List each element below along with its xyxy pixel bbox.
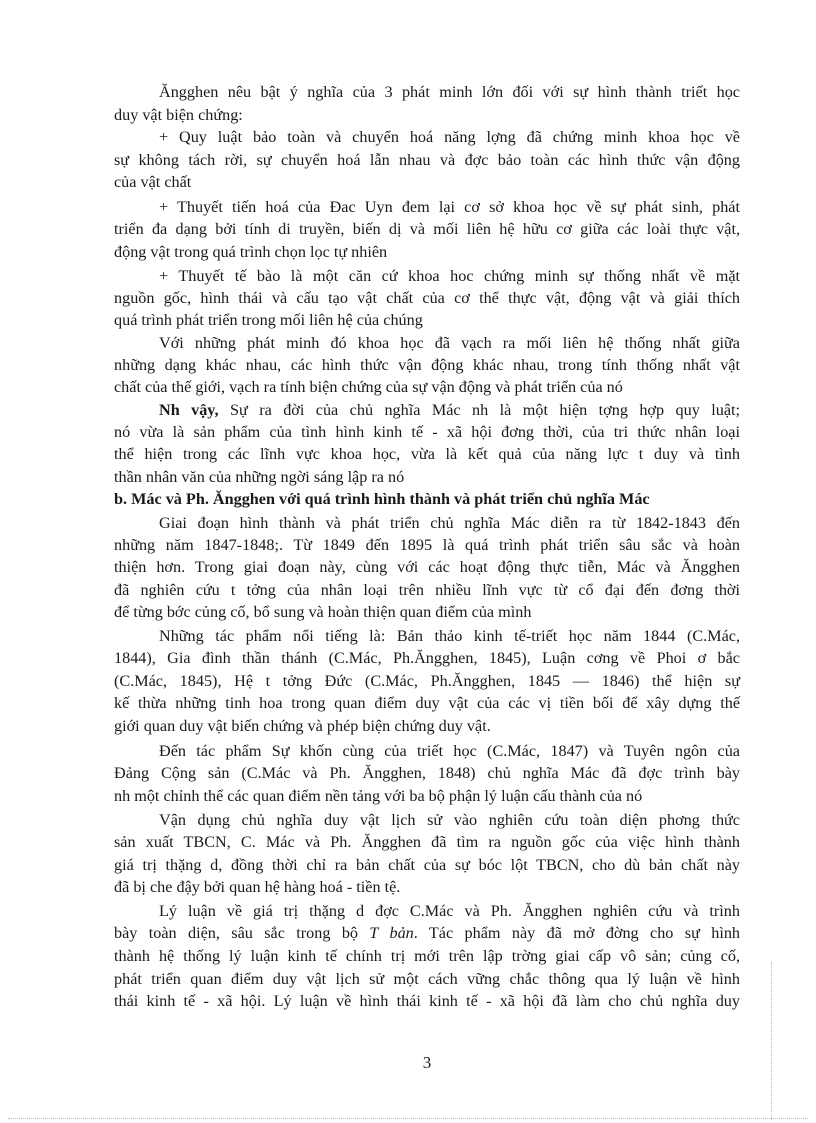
text-line	[114, 310, 740, 330]
text-segment: thiện hơn. Trong giai đoạn này, cùng với các hoạt động thực tiễn, Mác và Ăngghen	[114, 558, 740, 576]
run-in-bold: Nh vậy,	[159, 401, 219, 419]
text-segment: Với những phát minh đó khoa học đã vạch ra mối liên hệ thống nhất giữa	[159, 334, 740, 352]
text-segment: để từng bớc củng cố, bổ sung và hoàn thiện quan điểm của mình	[114, 603, 532, 621]
text-segment: + Thuyết tiến hoá của Đac Uyn đem lại cơ sở khoa học về sự phát sinh, phát	[159, 198, 740, 216]
text-line	[114, 242, 740, 262]
text-line	[114, 969, 740, 989]
text-segment: Những tác phẩm nổi tiếng là: Bản thảo kinh tế-triết học năm 1844 (C.Mác,	[159, 627, 740, 645]
text-segment: thể hiện trong các lĩnh vực khoa học, vừa là kết quả của năng lực t duy và tình	[114, 445, 740, 463]
text-line	[114, 671, 740, 691]
text-line	[159, 626, 740, 646]
text-segment: Giai đoạn hình thành và phát triển chủ nghĩa Mác diễn ra từ 1842-1843 đến	[159, 514, 740, 532]
text-segment: kế thừa những tinh hoa trong quan điểm duy vật của các vị tiền bối để xây dựng thế	[114, 694, 740, 712]
text-line	[114, 355, 740, 375]
text-segment: Ăngghen nêu bật ý nghĩa của 3 phát minh lớn đối với sự hình thành triết học	[159, 83, 740, 101]
text-segment: bày toàn diện, sâu sắc trong bộ	[114, 924, 370, 942]
page-right-dotted-rule	[771, 962, 772, 1120]
text-line	[114, 535, 740, 555]
text-segment: . Tác phẩm này đã mở đờng cho sự hình	[413, 924, 741, 942]
text-line	[114, 832, 740, 852]
text-line	[159, 400, 740, 420]
text-line	[159, 901, 740, 921]
text-line	[114, 648, 740, 668]
text-segment: Lý luận về giá trị thặng d đợc C.Mác và Ph. Ăngghen nghiên cứu và trình	[159, 902, 740, 920]
text-line	[114, 444, 740, 464]
text-line	[114, 877, 740, 897]
text-segment: b. Mác và Ph. Ăngghen với quá trình hình thành và phát triển chủ nghĩa Mác	[114, 490, 650, 508]
text-line	[159, 266, 740, 286]
text-segment: chất của thế giới, vạch ra tính biện chứng của sự vận động và phát triển của nó	[114, 378, 623, 396]
text-line	[159, 513, 740, 533]
text-segment: triển đa dạng bởi tính di truyền, biến dị và mối liên hệ hữu cơ giữa các loài thực vật,	[114, 220, 740, 238]
text-segment: 1844), Gia đình thần thánh (C.Mác, Ph.Ăngghen, 1845), Luận cơng về Phoi ơ bắc	[114, 649, 740, 667]
text-segment: (C.Mác, 1845), Hệ t tởng Đức (C.Mác, Ph.Ăngghen, 1845 — 1846) thể hiện sự	[114, 672, 740, 690]
text-line	[114, 377, 740, 397]
text-line	[114, 172, 740, 192]
text-line	[114, 991, 740, 1011]
text-line	[114, 693, 740, 713]
text-line	[114, 716, 740, 736]
text-segment: đã bị che đậy bởi quan hệ hàng hoá - tiền tệ.	[114, 878, 401, 896]
text-line	[114, 150, 740, 170]
text-segment: giới quan duy vật biến chứng và phép biện chứng duy vật.	[114, 717, 491, 735]
text-segment: đã nghiên cứu t tởng của nhân loại trên nhiều lĩnh vực từ cổ đại đến đơng thời	[114, 581, 740, 599]
text-segment: sự không tách rời, sự chuyển hoá lẫn nhau và đợc bảo toàn các hình thức vận động	[114, 151, 740, 169]
text-segment: quá trình phát triển trong mối liên hệ của chúng	[114, 311, 423, 329]
text-segment: nh một chỉnh thể các quan điểm nền tảng với ba bộ phận lý luận cấu thành của nó	[114, 787, 643, 805]
text-line	[114, 763, 740, 783]
text-segment: Đảng Cộng sản (C.Mác và Ph. Ăngghen, 1848) chủ nghĩa Mác đã đợc trình bày	[114, 764, 740, 782]
text-line	[114, 219, 740, 239]
text-line	[159, 197, 740, 217]
text-line	[159, 82, 740, 102]
text-line	[159, 333, 740, 353]
text-segment: những năm 1847-1848;. Từ 1849 đến 1895 là quá trình phát triển sâu sắc và hoàn	[114, 536, 740, 554]
text-line	[114, 105, 740, 125]
text-segment: của vật chất	[114, 173, 192, 191]
text-line	[114, 467, 740, 487]
text-segment: động vật trong quá trình chọn lọc tự nhiên	[114, 243, 388, 261]
text-segment: thần nhân văn của những ngời sáng lập ra nó	[114, 468, 405, 486]
text-segment: + Thuyết tế bào là một căn cứ khoa hoc chứng minh sự thống nhất về mặt	[159, 267, 740, 285]
text-segment: thành hệ thống lý luận kinh tế chính trị mới trên lập trờng giai cấp vô sản; củng cố,	[114, 947, 740, 965]
page-bottom-dotted-rule	[8, 1118, 808, 1119]
text-segment: Vận dụng chủ nghĩa duy vật lịch sử vào nghiên cứu toàn diện phơng thức	[159, 811, 740, 829]
text-line	[114, 557, 740, 577]
text-line	[114, 855, 740, 875]
text-segment: Sự ra đời của chủ nghĩa Mác nh là một hiện tợng hợp quy luật;	[218, 401, 740, 419]
text-line	[159, 127, 740, 147]
text-segment: sản xuất TBCN, C. Mác và Ph. Ăngghen đã tìm ra nguồn gốc của việc hình thành	[114, 833, 740, 851]
text-segment: giá trị thặng d, đồng thời chỉ ra bản chất của sự bóc lột TBCN, cho dù bản chất này	[114, 856, 740, 874]
page-number: 3	[422, 1053, 432, 1072]
text-line	[159, 741, 740, 761]
text-line	[114, 602, 740, 622]
text-segment: những dạng khác nhau, các hình thức vận động khác nhau, trong tính thống nhất vật	[114, 356, 740, 374]
text-line	[114, 946, 740, 966]
text-line	[114, 580, 740, 600]
section-heading	[114, 489, 740, 509]
text-line	[114, 422, 740, 442]
text-line	[114, 786, 740, 806]
text-line	[114, 923, 740, 943]
document-page	[114, 0, 740, 1123]
text-segment: thái kinh tế - xã hội. Lý luận về hình thái kinh tế - xã hội đã làm cho chủ nghĩa duy	[114, 992, 740, 1010]
text-line	[159, 810, 740, 830]
text-segment: nó vừa là sản phẩm của tình hình kinh tế - xã hội đơng thời, của tri thức nhân loại	[114, 423, 740, 441]
text-segment: + Quy luật bảo toàn và chuyển hoá năng lợng đã chứng minh khoa học về	[159, 128, 740, 146]
book-title-italic: T bản	[369, 924, 414, 942]
text-segment: phát triển quan điểm duy vật lịch sử một cách vững chắc thông qua lý luận về hình	[114, 970, 740, 988]
text-segment: nguồn gốc, hình thái và cấu tạo vật chất của cơ thể thực vật, động vật và giải thích	[114, 289, 740, 307]
text-line	[114, 288, 740, 308]
text-segment: duy vật biện chứng:	[114, 106, 243, 124]
text-segment: Đến tác phẩm Sự khốn cùng của triết học (C.Mác, 1847) và Tuyên ngôn của	[159, 742, 740, 760]
